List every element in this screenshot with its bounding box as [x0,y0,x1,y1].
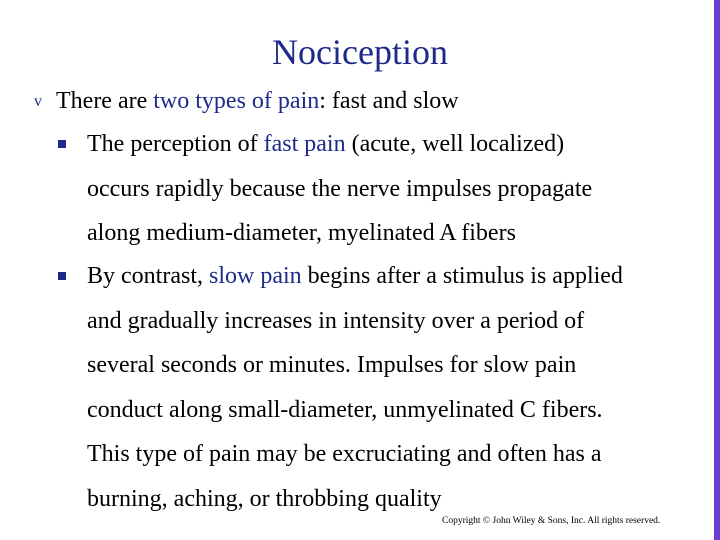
sub-bullet-fast-pain [58,122,698,256]
main-bullet-highlight: two types of pain [153,88,320,114]
sub-bullet-line [58,122,698,167]
sub-bullet-line [58,254,698,299]
square-bullet-icon [58,272,66,280]
sub-bullet-line: burning, aching, or throbbing quality [87,485,442,512]
square-bullet-icon [58,140,66,148]
sub-bullet-slow-pain [58,254,698,521]
copyright-notice: Copyright © John Wiley & Sons, Inc. All rights reserved. [442,516,661,526]
main-bullet-text-post: : fast and slow [319,88,459,114]
slide-title: Nociception [272,32,448,72]
sub-bullet-line: several seconds or minutes. Impulses for slow pain [87,352,577,378]
text-segment: The perception of [87,131,264,157]
main-bullet [34,86,674,117]
text-segment: begins after a stimulus is applied [301,263,623,289]
sub-bullet-line: along medium-diameter, myelinated A fibers [87,220,516,246]
main-bullet-text-pre: There are [56,88,154,114]
fast-pain-highlight: fast pain [263,131,346,157]
sub-bullet-line: occurs rapidly because the nerve impulses propagate [87,175,593,202]
sub-bullet-line: conduct along small-diameter, unmyelinated C fibers. [87,396,603,423]
right-edge-bar [714,0,720,540]
slow-pain-highlight: slow pain [208,263,302,289]
text-segment: By contrast, [87,263,209,289]
text-segment: (acute, well localized) [345,131,565,157]
sub-bullet-line: and gradually increases in intensity over a period of [87,307,585,334]
sub-bullet-line: This type of pain may be excruciating and often has a [87,441,602,467]
check-arrow-bullet-icon: v [34,93,42,110]
